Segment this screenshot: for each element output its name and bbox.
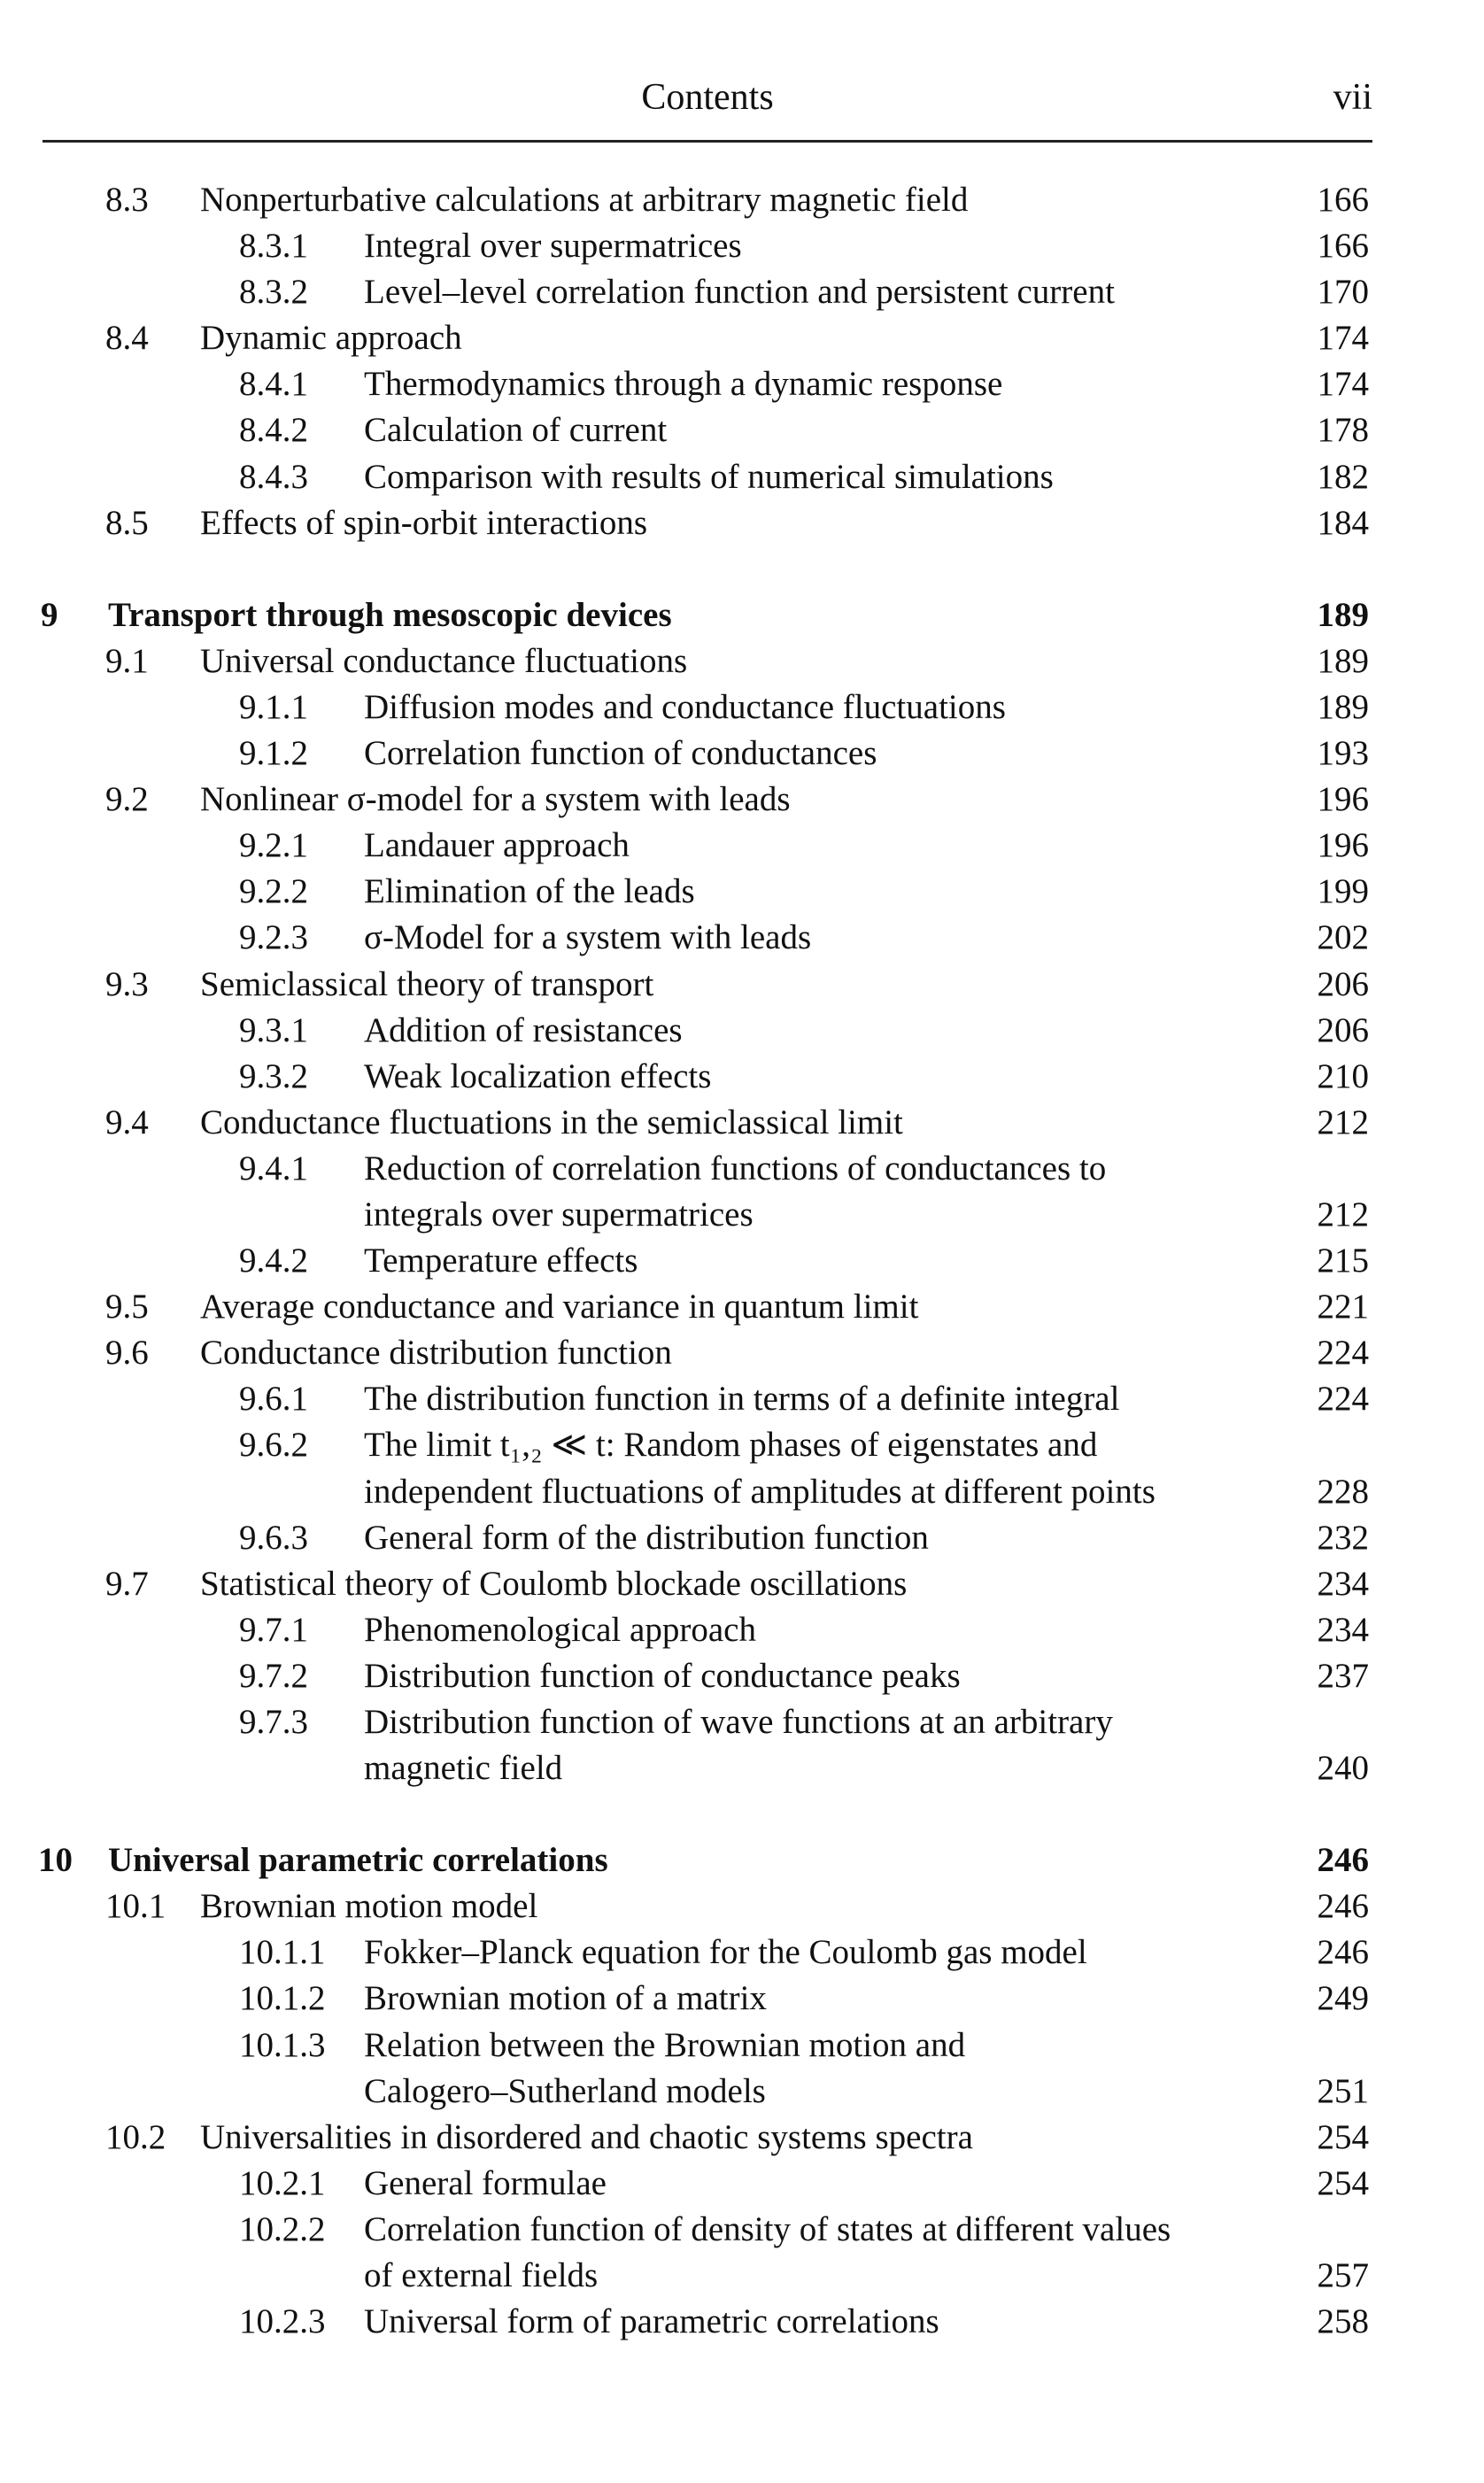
- toc-entry-page: 234: [1317, 1610, 1369, 1649]
- toc-entry-page: 189: [1317, 687, 1369, 726]
- toc-entry-page: 212: [1317, 1102, 1369, 1141]
- toc-entry-number: 9.4.1: [239, 1149, 308, 1187]
- toc-entry-number: 9.4: [105, 1102, 149, 1141]
- toc-entry: [0, 1469, 1484, 1515]
- header-title: Contents: [641, 77, 774, 118]
- toc-entry-number: 8.3.2: [239, 273, 308, 312]
- toc-entry-page: 257: [1317, 2256, 1369, 2295]
- toc-entry: [0, 500, 1484, 546]
- toc-entry: [0, 1054, 1484, 1100]
- toc-entry-title: Dynamic approach: [200, 319, 462, 358]
- toc-entry-number: 9.5: [105, 1288, 149, 1327]
- toc-entry-number: 8.3.1: [239, 227, 308, 266]
- toc-entry-page: 246: [1317, 1887, 1369, 1926]
- toc-entry-page: 240: [1317, 1749, 1369, 1788]
- toc-entry: [0, 638, 1484, 685]
- toc-entry-page: 182: [1317, 457, 1369, 496]
- header-page-number: vii: [1333, 77, 1372, 118]
- toc-entry-number: 9.6.3: [239, 1518, 308, 1557]
- toc-entry-title: Nonperturbative calculations at arbitrary magnetic field: [200, 181, 969, 219]
- toc-entry: [0, 1146, 1484, 1192]
- toc-entry: [0, 315, 1484, 361]
- toc-entry: [0, 2069, 1484, 2115]
- toc-entry: [0, 2299, 1484, 2345]
- toc-entry-number: 9.2.3: [239, 918, 308, 957]
- toc-entry-page: 199: [1317, 872, 1369, 911]
- toc-entry-page: 258: [1317, 2302, 1369, 2341]
- toc-entry-page: 178: [1317, 411, 1369, 450]
- toc-entry-title: Universal parametric correlations: [108, 1841, 608, 1880]
- toc-entry-page: 228: [1317, 1472, 1369, 1511]
- toc-entry-number: 9.1: [105, 641, 149, 680]
- toc-entry-number: 8.4: [105, 319, 149, 358]
- toc-entry: [0, 2253, 1484, 2299]
- toc-entry: [0, 1192, 1484, 1238]
- toc-entry: [0, 1008, 1484, 1054]
- toc-entry-number: 9.1.2: [239, 734, 308, 773]
- toc-entry-title: General formulae: [364, 2163, 607, 2202]
- toc-entry-title: Nonlinear σ-model for a system with leads: [200, 780, 791, 819]
- toc-entry-title: Semiclassical theory of transport: [200, 964, 654, 1003]
- toc-entry: [0, 1376, 1484, 1422]
- toc-entry-title: Level–level correlation function and persistent current: [364, 273, 1115, 312]
- toc-entry-page: 206: [1317, 1010, 1369, 1049]
- toc-entry: [0, 1515, 1484, 1561]
- toc-entry: [0, 1607, 1484, 1653]
- toc-entry-number: 9: [41, 595, 58, 634]
- toc-entry-title: Thermodynamics through a dynamic response: [364, 365, 1003, 404]
- toc-entry: [0, 1100, 1484, 1146]
- toc-entry-title: Temperature effects: [364, 1242, 638, 1280]
- toc-entry-number: 9.2.2: [239, 872, 308, 911]
- toc-entry-title: Brownian motion of a matrix: [364, 1979, 767, 2018]
- toc-entry-number: 8.5: [105, 503, 149, 542]
- toc-entry-title: Universal conductance fluctuations: [200, 641, 688, 680]
- toc-entry-number: 9.2: [105, 780, 149, 819]
- toc-entry-title: Landauer approach: [364, 826, 630, 865]
- toc-entry: [0, 777, 1484, 823]
- toc-entry-number: 8.4.3: [239, 457, 308, 496]
- running-header: [43, 76, 1372, 129]
- toc-entry-number: 9.7.2: [239, 1656, 308, 1695]
- toc-entry-page: 234: [1317, 1564, 1369, 1603]
- toc-entry-title: Statistical theory of Coulomb blockade oscillations: [200, 1564, 908, 1603]
- toc-entry: [0, 2115, 1484, 2161]
- toc-entry-title: The distribution function in terms of a definite integral: [364, 1380, 1120, 1419]
- toc-entry: [0, 269, 1484, 315]
- toc-entry-title: Correlation function of conductances: [364, 734, 877, 773]
- toc-entry-title: Reduction of correlation functions of conductances to: [364, 1149, 1107, 1187]
- toc-entry-number: 10.1.3: [239, 2025, 326, 2064]
- toc-entry-page: 193: [1317, 734, 1369, 773]
- toc-entry-title: Fokker–Planck equation for the Coulomb gas model: [364, 1933, 1087, 1972]
- toc-entry-page: 166: [1317, 227, 1369, 266]
- toc-entry: [0, 1837, 1484, 1884]
- toc-entry-number: 8.4.2: [239, 411, 308, 450]
- toc-entry-page: 237: [1317, 1656, 1369, 1695]
- toc-entry-page: 189: [1317, 595, 1369, 634]
- toc-entry-title: integrals over supermatrices: [364, 1195, 754, 1234]
- toc-entry-title: Average conductance and variance in quantum limit: [200, 1288, 919, 1327]
- toc-entry-page: 249: [1317, 1979, 1369, 2018]
- table-of-contents: [0, 177, 1484, 2345]
- toc-entry-title: The limit t₁,₂ ≪ t: Random phases of eigenstates and: [364, 1426, 1098, 1465]
- toc-entry-title: Addition of resistances: [364, 1010, 683, 1049]
- toc-entry-page: 212: [1317, 1195, 1369, 1234]
- toc-entry: [0, 1930, 1484, 1976]
- toc-entry-title: independent fluctuations of amplitudes at different points: [364, 1472, 1156, 1511]
- toc-entry-number: 9.4.2: [239, 1242, 308, 1280]
- toc-entry-title: Integral over supermatrices: [364, 227, 742, 266]
- toc-entry: [0, 1422, 1484, 1468]
- toc-entry: [0, 223, 1484, 269]
- toc-entry-number: 10.2.3: [239, 2302, 326, 2341]
- toc-entry-number: 9.7.3: [239, 1703, 308, 1741]
- toc-entry-title: Calogero–Sutherland models: [364, 2071, 766, 2110]
- toc-entry: [0, 962, 1484, 1008]
- toc-entry-title: of external fields: [364, 2256, 599, 2295]
- toc-entry-page: 196: [1317, 780, 1369, 819]
- toc-entry-number: 10.2.1: [239, 2163, 326, 2202]
- toc-entry-page: 170: [1317, 273, 1369, 312]
- toc-entry: [0, 177, 1484, 223]
- toc-entry-title: Distribution function of wave functions at an arbitrary: [364, 1703, 1113, 1741]
- toc-entry: [0, 2161, 1484, 2207]
- toc-entry: [0, 2023, 1484, 2069]
- toc-entry-title: Conductance fluctuations in the semiclassical limit: [200, 1102, 903, 1141]
- toc-entry-title: Weak localization effects: [364, 1056, 712, 1095]
- toc-entry-title: magnetic field: [364, 1749, 563, 1788]
- toc-entry: [0, 1284, 1484, 1330]
- toc-entry: [0, 1976, 1484, 2022]
- toc-entry-page: 246: [1317, 1841, 1369, 1880]
- toc-entry-number: 10.2: [105, 2117, 166, 2156]
- toc-entry: [0, 1330, 1484, 1376]
- toc-entry: [0, 1653, 1484, 1699]
- toc-entry-page: 224: [1317, 1380, 1369, 1419]
- toc-entry-page: 166: [1317, 181, 1369, 219]
- toc-entry-number: 10.1: [105, 1887, 166, 1926]
- toc-entry-number: 9.1.1: [239, 687, 308, 726]
- toc-entry-title: Comparison with results of numerical simulations: [364, 457, 1054, 496]
- toc-entry: [0, 454, 1484, 500]
- toc-entry: [0, 1238, 1484, 1284]
- toc-entry-number: 9.7: [105, 1564, 149, 1603]
- toc-entry-page: 246: [1317, 1933, 1369, 1972]
- toc-entry-number: 9.3.2: [239, 1056, 308, 1095]
- toc-entry-page: 184: [1317, 503, 1369, 542]
- toc-entry: [0, 1884, 1484, 1930]
- toc-entry-number: 9.6: [105, 1334, 149, 1373]
- toc-entry-number: 8.4.1: [239, 365, 308, 404]
- toc-entry-title: Brownian motion model: [200, 1887, 538, 1926]
- toc-entry: [0, 407, 1484, 453]
- toc-entry: [0, 915, 1484, 961]
- toc-entry-page: 254: [1317, 2163, 1369, 2202]
- toc-entry-page: 210: [1317, 1056, 1369, 1095]
- toc-entry: [0, 823, 1484, 869]
- toc-entry-page: 224: [1317, 1334, 1369, 1373]
- toc-entry-title: Universal form of parametric correlations: [364, 2302, 939, 2341]
- toc-entry-title: Transport through mesoscopic devices: [108, 595, 672, 634]
- toc-entry-page: 232: [1317, 1518, 1369, 1557]
- toc-entry-page: 174: [1317, 365, 1369, 404]
- toc-entry-number: 9.2.1: [239, 826, 308, 865]
- toc-entry: [0, 869, 1484, 915]
- toc-entry-number: 10.2.2: [239, 2209, 326, 2248]
- toc-entry: [0, 685, 1484, 731]
- toc-entry-number: 9.7.1: [239, 1610, 308, 1649]
- toc-entry-page: 206: [1317, 964, 1369, 1003]
- toc-entry-page: 215: [1317, 1242, 1369, 1280]
- toc-entry-page: 196: [1317, 826, 1369, 865]
- header-rule: [43, 140, 1372, 143]
- toc-entry-number: 9.3.1: [239, 1010, 308, 1049]
- toc-entry-number: 8.3: [105, 181, 149, 219]
- toc-entry-number: 9.3: [105, 964, 149, 1003]
- toc-entry-title: Diffusion modes and conductance fluctuations: [364, 687, 1006, 726]
- toc-entry-title: General form of the distribution function: [364, 1518, 929, 1557]
- toc-entry-page: 189: [1317, 641, 1369, 680]
- toc-entry-page: 221: [1317, 1288, 1369, 1327]
- toc-entry-number: 10.1.2: [239, 1979, 326, 2018]
- toc-entry-number: 9.6.1: [239, 1380, 308, 1419]
- toc-entry-title: Phenomenological approach: [364, 1610, 756, 1649]
- toc-entry: [0, 361, 1484, 407]
- toc-entry-title: Conductance distribution function: [200, 1334, 672, 1373]
- toc-entry-page: 251: [1317, 2071, 1369, 2110]
- toc-entry-title: Calculation of current: [364, 411, 668, 450]
- toc-entry-title: Relation between the Brownian motion and: [364, 2025, 966, 2064]
- toc-entry: [0, 1561, 1484, 1607]
- toc-entry: [0, 731, 1484, 777]
- toc-entry-title: Universalities in disordered and chaotic systems spectra: [200, 2117, 973, 2156]
- toc-entry-number: 10: [38, 1841, 73, 1880]
- toc-entry-title: Elimination of the leads: [364, 872, 695, 911]
- toc-entry-number: 9.6.2: [239, 1426, 308, 1465]
- toc-entry: [0, 2207, 1484, 2253]
- toc-entry: [0, 1699, 1484, 1745]
- toc-entry-number: 10.1.1: [239, 1933, 326, 1972]
- toc-entry-page: 254: [1317, 2117, 1369, 2156]
- toc-entry-title: Correlation function of density of states at different values: [364, 2209, 1171, 2248]
- toc-entry: [0, 1745, 1484, 1791]
- toc-entry-page: 202: [1317, 918, 1369, 957]
- toc-entry-title: σ-Model for a system with leads: [364, 918, 812, 957]
- toc-entry-title: Distribution function of conductance peaks: [364, 1656, 961, 1695]
- toc-entry-page: 174: [1317, 319, 1369, 358]
- toc-entry-title: Effects of spin-orbit interactions: [200, 503, 648, 542]
- toc-entry: [0, 592, 1484, 638]
